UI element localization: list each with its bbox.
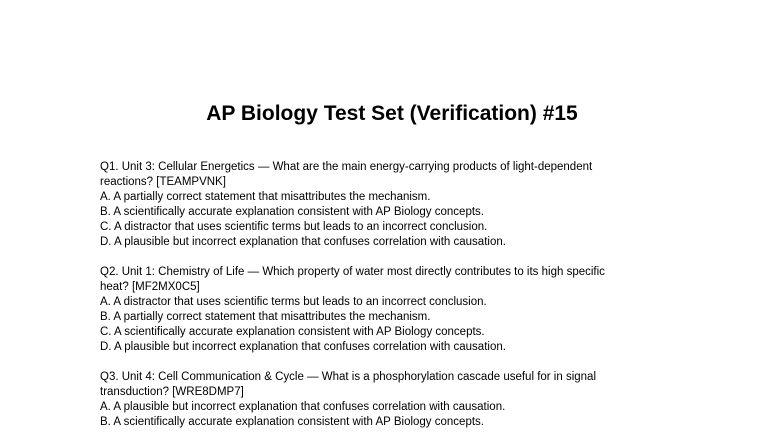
question-stem: Q3. Unit 4: Cell Communication & Cycle — What is a phosphorylation cascade useful for in signal: [100, 371, 597, 383]
answer-option-b: B. A partially correct statement that misattributes the mechanism.: [100, 311, 431, 323]
answer-option-a: A. A plausible but incorrect explanation that confuses correlation with causation.: [100, 401, 506, 413]
answer-option-b: B. A scientifically accurate explanation consistent with AP Biology concepts.: [100, 416, 484, 428]
answer-option-d: D. A plausible but incorrect explanation that confuses correlation with causation.: [100, 341, 506, 353]
question-stem-continued: transduction? [WRE8DMP7]: [100, 386, 244, 398]
question-list: [100, 160, 690, 445]
question-stem: Q1. Unit 3: Cellular Energetics — What are the main energy-carrying products of light-dependent: [100, 161, 593, 173]
answer-option-a: A. A distractor that uses scientific terms but leads to an incorrect conclusion.: [100, 296, 487, 308]
answer-option-b: B. A scientifically accurate explanation consistent with AP Biology concepts.: [100, 206, 484, 218]
document-title: AP Biology Test Set (Verification) #15: [206, 102, 578, 125]
question-stem: Q2. Unit 1: Chemistry of Life — Which property of water most directly contributes to its high specific: [100, 266, 605, 278]
question-3: [100, 370, 690, 430]
question-1: [100, 160, 690, 250]
answer-option-c: C. A distractor that uses scientific terms but leads to an incorrect conclusion.: [100, 221, 488, 233]
question-stem-continued: reactions? [TEAMPVNK]: [100, 176, 226, 188]
answer-option-a: A. A partially correct statement that misattributes the mechanism.: [100, 191, 431, 203]
answer-option-c: C. A scientifically accurate explanation consistent with AP Biology concepts.: [100, 326, 485, 338]
question-2: [100, 265, 690, 355]
answer-option-d: D. A plausible but incorrect explanation that confuses correlation with causation.: [100, 236, 506, 248]
question-stem-continued: heat? [MF2MX0C5]: [100, 281, 200, 293]
